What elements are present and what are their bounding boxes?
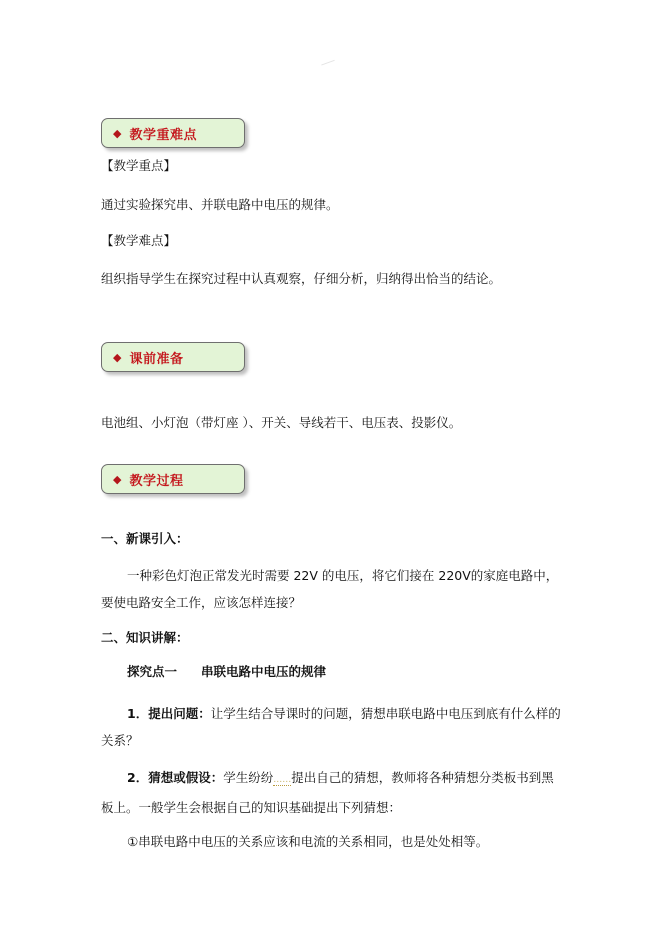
guess1-text: ①串联电路中电压的关系应该和电流的关系相同，也是处处相等。 — [127, 834, 489, 849]
step2-paragraph — [101, 764, 563, 821]
step2-text-b: 提出自己的猜想，教师将各种猜想分类板书到黑板上。一般学生会根据自己的知识基础提出下列猜想： — [101, 770, 554, 815]
diamond-bullet-icon: ◆ — [113, 472, 122, 486]
key-points-label: 【教学重点】 — [101, 158, 177, 173]
section-header-key-difficult — [101, 118, 245, 148]
diamond-bullet-icon: ◆ — [113, 126, 122, 140]
preparation-text: 电池组、小灯泡（带灯座 ）、开关、导线若干、电压表、投影仪。 — [101, 415, 462, 430]
step1-text: 让学生结合导课时的问题，猜想串联电路中电压到底有什么样的关系？ — [101, 706, 561, 748]
section-title: 教学过程 — [129, 473, 184, 489]
probe1-label: 探究点一 — [127, 664, 178, 679]
difficult-points-label: 【教学难点】 — [101, 233, 177, 248]
part2-heading: 二、知识讲解： — [101, 630, 189, 645]
step1-paragraph — [101, 700, 563, 754]
probe1-heading — [127, 664, 326, 680]
step2-label: 2．猜想或假设： — [127, 770, 224, 785]
part1-paragraph: 一种彩色灯泡正常发光时需要 22V 的电压，将它们接在 220V的家庭电路中，要使电路安全工作，应该怎样连接？ — [101, 568, 559, 610]
key-points-text: 通过实验探究串、并联电路中电压的规律。 — [101, 197, 339, 212]
difficult-points-text: 组织指导学生在探究过程中认真观察，仔细分析，归纳得出恰当的结论。 — [101, 271, 502, 286]
section-title: 教学重难点 — [129, 127, 197, 143]
step2-text-a: 学生纷纷 — [223, 770, 274, 785]
section-header-process — [101, 464, 245, 494]
diamond-bullet-icon: ◆ — [113, 350, 122, 364]
step1-label: 1．提出问题： — [127, 706, 211, 721]
section-header-preparation — [101, 342, 245, 372]
probe1-title: 串联电路中电压的规律 — [201, 664, 327, 679]
decorative-mark — [321, 60, 337, 71]
section-title: 课前准备 — [129, 351, 184, 367]
step2-dots: …… — [273, 775, 292, 785]
part1-heading: 一、新课引入： — [101, 531, 189, 546]
